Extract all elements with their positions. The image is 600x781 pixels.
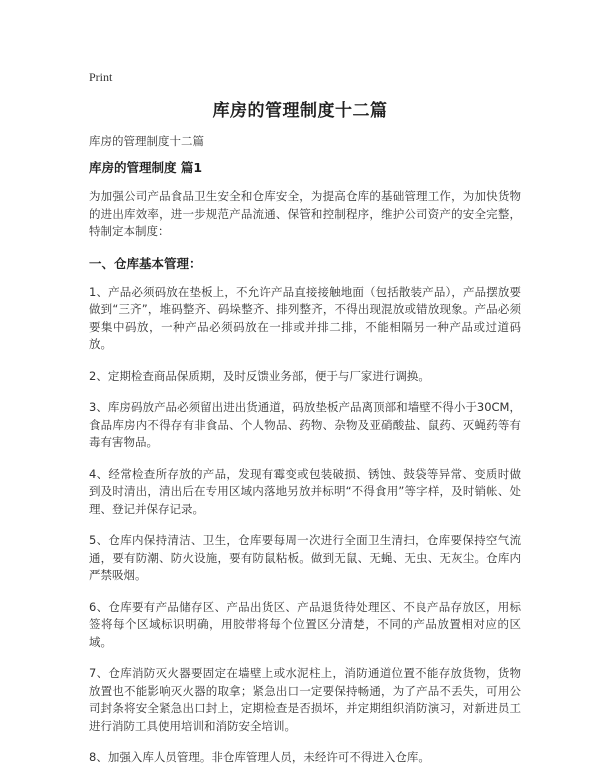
list-item: 2、定期检查商品保质期，及时反馈业务部，便于与厂家进行调换。 <box>89 368 430 383</box>
section-heading: 一、仓库基本管理： <box>89 255 202 271</box>
list-item: 1、产品必须码放在垫板上，不允许产品直接接触地面（包括散装产品），产品摆放要做到“三齐”，堆码整齐、码垛整齐、排列整齐，不得出现混放或错放现象。产品必须要集中码放，一种产品必须码放在一排或并排二排，不能相隔另一种产品或过道码放。 <box>89 284 521 351</box>
list-item: 6、仓库要有产品储存区、产品出货区、产品退货待处理区、不良产品存放区，用标签将每个区域标识明确，用胶带将每个位置区分清楚，不同的产品放置相对应的区域。 <box>89 599 521 649</box>
intro-paragraph: 为加强公司产品食品卫生安全和仓库安全，为提高仓库的基础管理工作，为加快货物的进出库效率，进一步规范产品流通、保管和控制程序，维护公司资产的安全完整，特制定本制度： <box>89 189 521 238</box>
list-item: 5、仓库内保持清洁、卫生，仓库要每周一次进行全面卫生清扫，仓库要保持空气流通，要有防潮、防火设施，要有防鼠粘板。做到无鼠、无蝇、无虫、无灰尘。仓库内严禁吸烟。 <box>89 533 521 582</box>
list-item: 7、仓库消防灭火器要固定在墙壁上或水泥柱上，消防通道位置不能存放货物，货物放置也不能影响灭火器的取拿；紧急出口一定要保持畅通，为了产品不丢失，可用公司封条将安全紧急出口封上，定期检查是否损坏，并定期组织消防演习，对新进员工进行消防工具使用培训和消防安全培训。 <box>89 666 521 733</box>
chapter-heading: 库房的管理制度 篇1 <box>89 160 203 175</box>
document-subtitle: 库房的管理制度十二篇 <box>89 134 204 148</box>
list-item: 8、加强入库人员管理。非仓库管理人员，未经许可不得进入仓库。 <box>89 750 430 764</box>
page-title: 库房的管理制度十二篇 <box>212 101 388 121</box>
print-label: Print <box>89 70 113 84</box>
list-item: 3、库房码放产品必须留出进出货通道，码放垫板产品离顶部和墙壁不得小于30CM，食品库房内不得存有非食品、个人物品、药物、杂物及亚硝酸盐、鼠药、灭蝇药等有毒有害物品。 <box>89 400 521 449</box>
document-body <box>89 159 521 781</box>
list-item: 4、经常检查所存放的产品，发现有霉变或包装破损、锈蚀、鼓袋等异常、变质时做到及时清出，清出后在专用区域内落地另放并标明“不得食用”等字样，及时销帐、处理、登记并保存记录。 <box>89 466 521 516</box>
